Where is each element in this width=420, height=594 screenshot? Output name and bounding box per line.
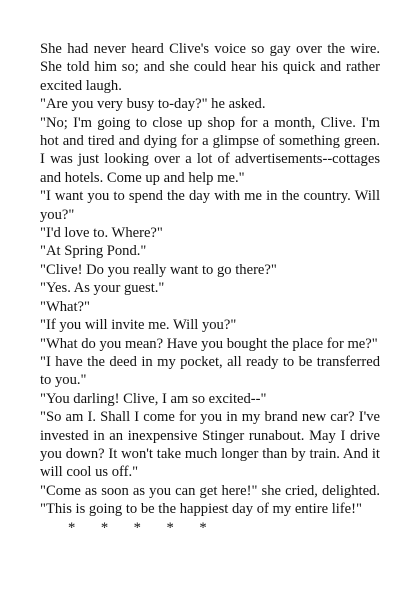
paragraph-dialogue-6: "At Spring Pond." [40,243,147,260]
paragraph-dialogue-2: "Are you very busy to-day?" he asked. [40,96,266,113]
paragraph-dialogue-8: "Yes. As your guest." [40,280,165,297]
paragraph-dialogue-11: "What do you mean? Have you bought the place for me?" [40,335,378,352]
paragraph-dialogue-9: "What?" [40,298,90,315]
paragraph-dialogue-7: "Clive! Do you really want to go there?" [40,261,277,278]
paragraph-dialogue-14: "So am I. Shall I come for you in my brand new car? I've invested in an inexpensive Stinger runabout. May I drive you down? It won't take much longer than by train. And it will cool us off." [40,409,380,481]
paragraph-dialogue-12: "I have the deed in my pocket, all ready to be transferred to you." [40,353,380,389]
section-break: * * * * * [68,519,207,536]
paragraph-dialogue-15: "Come as soon as you can get here!" she cried, delighted. "This is going to be the happiest day of my entire life!" [40,482,380,518]
paragraph-dialogue-13: "You darling! Clive, I am so excited--" [40,390,267,407]
paragraph-dialogue-3: "No; I'm going to close up shop for a month, Clive. I'm hot and tired and dying for a glimpse of something green. I was just looking over a lot of advertisements--cottages and hotels. Come up and help me." [40,114,380,186]
paragraph-dialogue-4: "I want you to spend the day with me in the country. Will you?" [40,188,380,223]
book-page [40,40,380,537]
paragraph-dialogue-10: "If you will invite me. Will you?" [40,317,237,334]
paragraph-narration-1: She had never heard Clive's voice so gay over the wire. She told him so; and she could hear his quick and rather excited laugh. [40,41,380,94]
paragraph-dialogue-5: "I'd love to. Where?" [40,225,163,242]
